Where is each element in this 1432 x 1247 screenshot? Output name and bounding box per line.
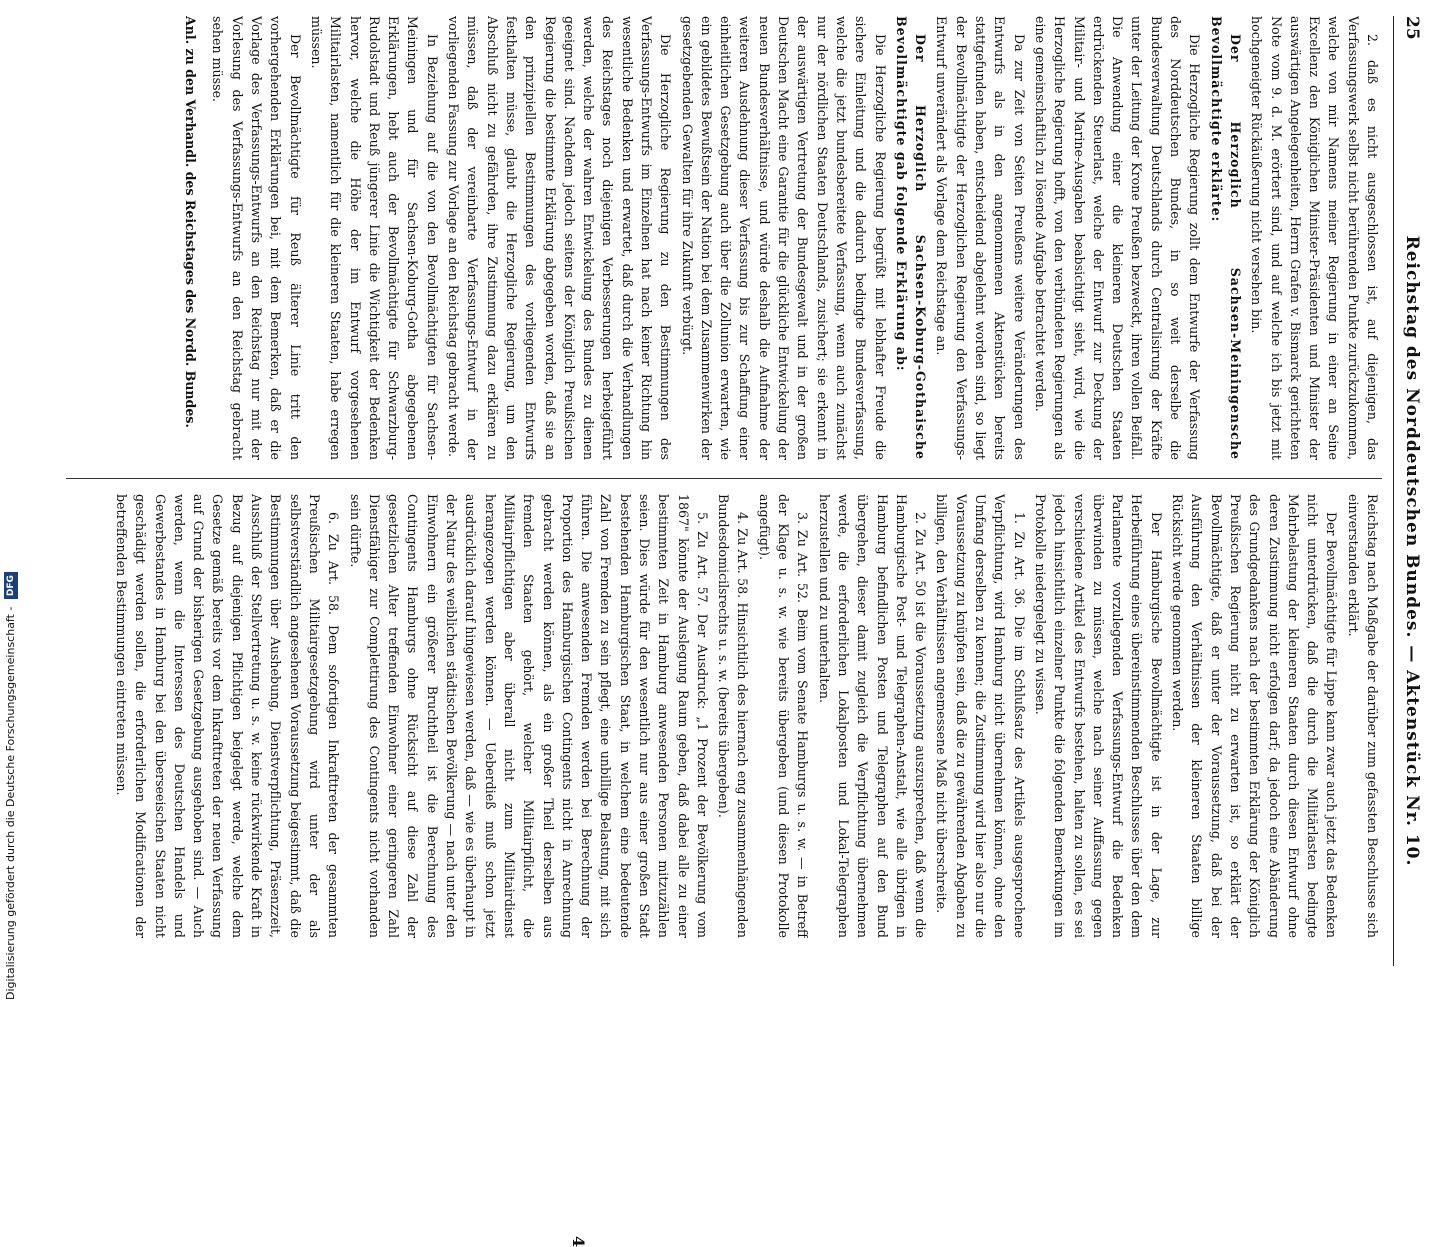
paragraph: Die Herzogliche Regierung zu den Bestimmungen des Verfassungs-Entwurfs im Einzelnen hat nach keiner Richtung hin wesentliche Bedenken und erwartet, daß durch die Verhandlungen des Reichstages noch diejenigen Verbesserungen herbeigeführt werden, welche der wahren Entwickelung des Bundes zu dienen geeignet sind. Nachdem jedoch seitens der Königlich Preußischen Regierung die bestimmte Erklärung abgegeben worden, daß sie an den prinzipiellen Bestimmungen des vorliegenden Entwurfs festhalten müsse, glaubt die Herzogliche Regierung, um den Abschluß nicht zu gefährden, ihre Zustimmung dazu erklären zu müssen, daß der vereinbarte Verfassungs-Entwurf in der vorliegenden Fassung zur Vorlage an den Reichstag gebracht werde. [446,16,674,460]
paragraph: Der Bevollmächtigte für Lippe kann zwar auch jetzt das Bedenken nicht unterdrücken, daß die durch die Militärlasten bedingte Mehrbelastung der kleineren Staaten durch diesen Entwurf ohne deren Zustimmung nicht erfolgen darf; da jedoch eine Abänderung des Grundgedankens nach der bestimmten Erklärung der Königlich Preußischen Regierung nicht zu erwarten ist, so erklärt der Bevollmächtigte, daß er unter der Voraussetzung, daß bei der Ausführung den Verhältnissen der kleineren Staaten billige Rücksicht werde genommen werden. [1170,494,1340,938]
paragraph: Da zur Zeit von Seiten Preußens weitere Veränderungen des Entwurfs als in den angenommenen Aktenstücken bereits stattgefunden haben, entscheidend abgelehnt worden sind, so liegt der Bevollmächtigte der Herzoglichen Regierung den Verfassungs-Entwurf unverändert als Vorlage dem Reichstage an. [934,16,1027,460]
paragraph: Der Hamburgische Bevollmächtigte ist in der Lage, zur Herbeiführung eines übereinstimmenden Beschlusses über den dem Parlamente vorzulegenden Verfassungs-Entwurf die Bedenken überwinden zu müssen, welche nach seiner Auffassung gegen verschiedene Artikel des Entwurfs bestehen, halten zu sollen, es sei jedoch hinsichtlich einzelner Punkte die folgenden Bemerkungen im Protokolle niedergelegt zu wissen. [1032,494,1164,938]
paragraph: 6. Zu Art. 58. Dem sofortigen Inkrafttreten der gesammten Preußischen Militairgesetzgebung wird unter der als selbstverständlich angesehenen Voraussetzung beigestimmt, daß die Bestimmungen über Aushebung, Dienstverpflichtung, Präsenzzeit, Ausschluß der Stellvertretung u. s. w. keine rückwirkende Kraft in Bezug auf diejenigen Pflichtigen beigelegt werde, welche dem Gesetze gemäß bereits vor dem Inkrafttreten der neuen Verfassung auf Grund der bisherigen Gesetzgebung ausgehoben sind. — Auch werden, wenn die Interessen des Deutschen Handels und Gewerbestandes in Hamburg bei den überseeischen Staaten nicht geschädigt werden sollen, die erforderlichen Modificationen der betreffenden Bestimmungen eintreten müssen. [114,494,342,938]
paragraph: 2. Zu Art. 50 ist die Voraussetzung auszusprechen, daß wenn die Hamburgische Post- und Telegraphen-Anstalt, wie alle übrigen in Hamburg befindlichen Posten und Telegraphen auf den Bund übergehen, dieser damit zugleich die Verpflichtung übernehmen werde, die erforderlichen Lokalposten und Lokal-Telegraphen herzustellen und zu unterhalten. [816,494,929,938]
right-column [66,494,1382,938]
paragraph: 3. Zu Art. 52. Beim vom Senate Hamburgs u. s. w. — in Betreff der Klage u. s. w. wie bereits übergeben (und diesen Protokolle angefügt). [756,494,811,938]
sheet-mark: 4 [569,1236,588,1247]
paragraph: Der Bevollmächtigte für Reuß älterer Linie tritt den vorhergehenden Erklärungen bei, mit dem Bemerken, daß er die Vorlage des Verfassungs-Entwurfs an den Reichstag nur mit der Vorlesung des Verfassungs-Entwurfs an den Reichstag gebracht sehen müsse. [210,16,303,460]
page-header [1393,16,1428,966]
running-head: Reichstag des Norddeutschen Bundes. — Aktenstück Nr. 10. [1402,235,1422,867]
paragraph: Die Herzogliche Regierung begrüßt mit lebhafter Freude die sichere Einleitung und die dadurch bedingte Bundesverfassung, welche die jetzt bundesbereitete Verfassung, wenn auch zunächst nur der nördlichen Staaten Deutschlands, zusichert; sie erkennt in der auswärtigen Vertretung der Bundesgewalt und in der großen Deutschen Macht eine Garantie für die glückliche Entwickelung der neuen Bundesverhältnisse, und würde deshalb die Aufnahme der weiteren Ausdehnung dieser Verfassung bis zur Schaffung einer einheitlichen Gesetzgebung auch über die Zollunion erwarten, wie ein gebildetes Bewußtsein der Nation bei dem Zusammenwirken der gesetzgebenden Gewalten für ihre Zukunft verbürgt. [679,16,888,460]
section-heading: Der Herzoglich Sachsen-Koburg-Gothaische Bevollmächtigte gab folgende Erklärung ab: [893,16,929,460]
digitization-credit [0,575,22,1000]
left-column [66,16,1382,460]
paragraph: 4. Zu Art. 58. Hinsichtlich des hiernach eng zusammenhängenden Bundesdomicilsrechts u. s. w. (bereits übergeben). [716,494,751,938]
credit-text: Digitalisierung gefördert durch die Deutsche Forschungsgemeinschaft - [4,606,17,1000]
paragraph: In Beziehung auf die von den Bevollmächtigten für Sachsen-Meiningen und für Sachsen-Koburg-Gotha abgegebenen Erklärungen, hebt auch der Bevollmächtigte für Schwarzburg-Rudolstadt und Reuß jüngerer Linie die Wichtigkeit der Bedenken hervor, welche die Höhe der im Entwurf vorgesehenen Militairlasten, namentlich für die kleineren Staaten, habe erregen müssen. [308,16,440,460]
paragraph: Reichstag nach Maßgabe der darüber zum gefassten Beschlusse sich einverstanden erklärt. [1345,494,1380,938]
dfg-logo: DFG [4,572,18,599]
document-page [66,16,1428,1247]
attachment-note: Anl. zu den Verhandl. des Reichstages des Nordd. Bundes. [183,16,199,428]
paragraph: Die Herzogliche Regierung zollt dem Entwurfe der Verfassung des Norddeutschen Bundes, in so weit derselbe die Bundesverwaltung Deutschlands durch Centralisirung der Kräfte unter der Leitung der Krone Preußen bezweckt, ihren vollen Beifall. Die Anwendung einer die kleineren Deutschen Staaten erdrückenden Steuerlast, welche der Entwurf zur Deckung der Militair- und Marine-Ausgaben beabsichtigt sieht, wird, wie die Herzogliche Regierung hofft, von den verbündeten Regierungen als eine gemeinschaftlich zu lösende Aufgabe betrachtet werden. [1032,16,1203,460]
paragraph: 1. Zu Art. 36. Die im Schlußsatz des Artikels ausgesprochene Verpflichtung, wird Hamburg nicht übernehmen können, ohne den Umfang derselben zu kennen; die Zustimmung wird hier also nur die Voraussetzung zu knüpfen sein, daß die zu gewährenden Abgaben zu billigen, den Verhältnissen angemessene Maß nicht überschreite. [934,494,1027,938]
paragraph: 5. Zu Art. 57. Der Ausdruck: „1 Prozent der Bevölkerung vom 1867" könnte der Auslegung Raum geben, daß dabei alle zu einer bestimmten Zeit in Hamburg anwesenden Personen mitzuzählen seien. Dies würde für den wesentlich nur aus einer großen Stadt bestehenden Hamburgischen Staat, in welchem eine bedeutende Zahl von Fremden zu sein pflegt, eine unbillige Belastung, mit sich führen. Die anwesenden Fremden werden bei Berechnung der Proportion des Hamburgischen Contingents nicht in Anrechnung gebracht werden können, als ein großer Theil derselben aus fremden Staaten gehört, welcher Militairpflicht, die Militairpflichtigen aber überall nicht zum Militairdienst herangezogen werden können. — Ueberdieß muß schon jetzt ausdrücklich darauf hingewiesen werden, daß — wie es überhaupt in der Natur des weiblichen städtischen Bevölkerung — nach unter den Einwohnern ein größerer Bruchtheil ist die Berechnung des Contingents Hamburgs ohne Rücksicht auf diese Zahl der gesetzlichen Alter treffenden Einwohner einer geringeren Zahl Dienstfähiger zur Complettirung des Contingents nicht vorhanden sein dürfte. [347,494,710,938]
paragraph: 2. daß es nicht ausgeschlossen ist, auf diejenigen, das Verfassungswerk selbst nicht berührenden Punkte zurückzukommen, welche von mir Namens meiner Regierung in einer an Seine Excellenz den Königlichen Minister-Präsidenten und Minister der auswärtigen Angelegenheiten, Herrn Grafen v. Bismarck gerichteten Note vom 9. d. M. erörtert sind, und auf welche ich bis jetzt mit hochgeneigter Rückäußerung nicht versehen bin. [1249,16,1380,460]
page-number: 25 [1402,16,1422,40]
column-divider [66,478,1382,479]
section-heading: Der Herzoglich Sachsen-Meiningensche Bevollmächtigte erklärte: [1208,16,1243,460]
